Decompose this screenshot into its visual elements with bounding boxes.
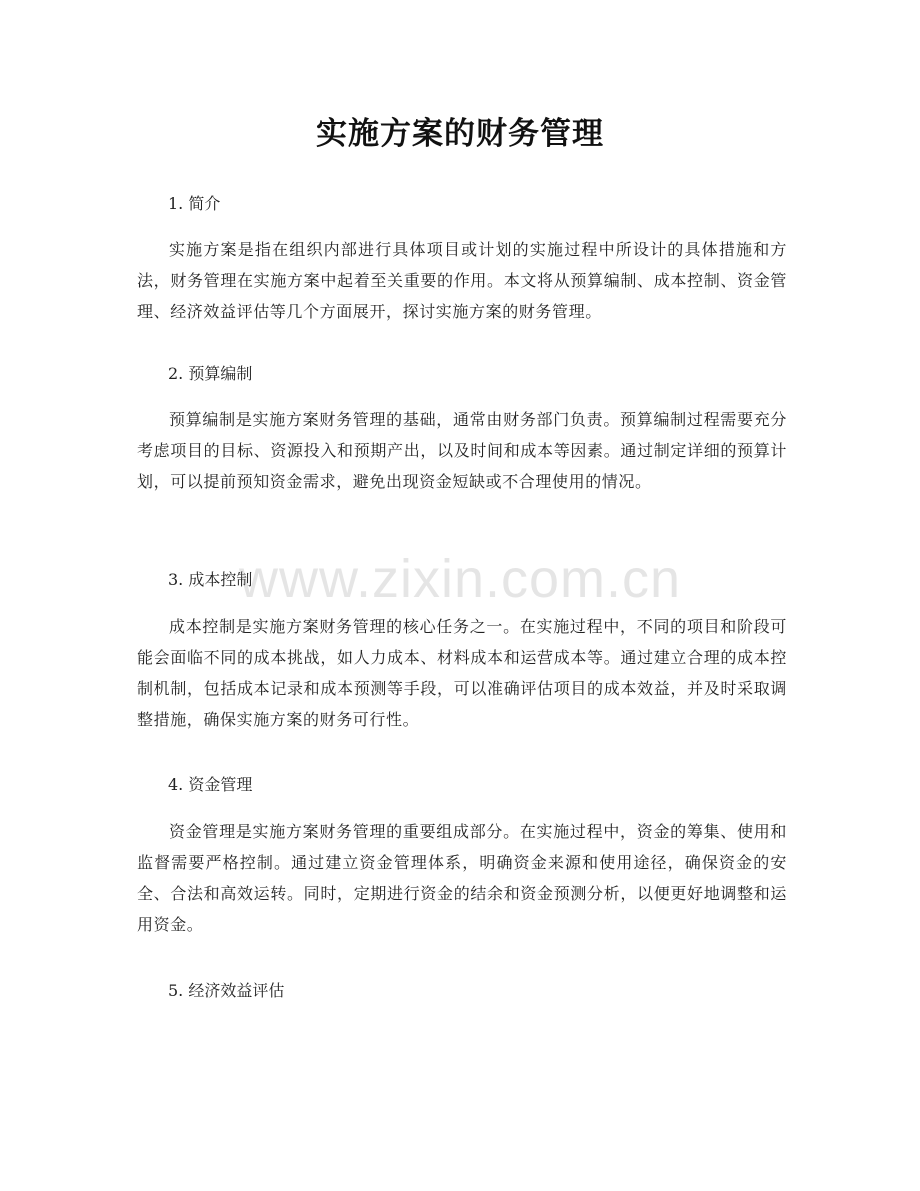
section-body-funds: 资金管理是实施方案财务管理的重要组成部分。在实施过程中，资金的筹集、使用和监督需要严格控制。通过建立资金管理体系，明确资金来源和使用途径，确保资金的安全、合法和高效运转。同时，定期进行资金的结余和资金预测分析，以便更好地调整和运用资金。 [137,822,787,934]
section-heading-budget: 2. 预算编制 [168,364,253,383]
section-heading-funds: 4. 资金管理 [168,775,253,794]
watermark: www.zixin.com.cn [238,549,682,609]
section-heading-evaluation: 5. 经济效益评估 [168,981,285,1000]
section-heading-intro: 1. 简介 [168,194,221,213]
section-body-intro: 实施方案是指在组织内部进行具体项目或计划的实施过程中所设计的具体措施和方法，财务管理在实施方案中起着至关重要的作用。本文将从预算编制、成本控制、资金管理、经济效益评估等几个方面展开，探讨实施方案的财务管理。 [137,240,787,321]
section-body-budget: 预算编制是实施方案财务管理的基础，通常由财务部门负责。预算编制过程需要充分考虑项目的目标、资源投入和预期产出，以及时间和成本等因素。通过制定详细的预算计划，可以提前预知资金需求，避免出现资金短缺或不合理使用的情况。 [137,410,787,491]
page-title: 实施方案的财务管理 [316,116,604,152]
section-heading-cost: 3. 成本控制 [168,570,253,589]
section-body-cost: 成本控制是实施方案财务管理的核心任务之一。在实施过程中，不同的项目和阶段可能会面临不同的成本挑战，如人力成本、材料成本和运营成本等。通过建立合理的成本控制机制，包括成本记录和成本预测等手段，可以准确评估项目的成本效益，并及时采取调整措施，确保实施方案的财务可行性。 [137,617,787,729]
